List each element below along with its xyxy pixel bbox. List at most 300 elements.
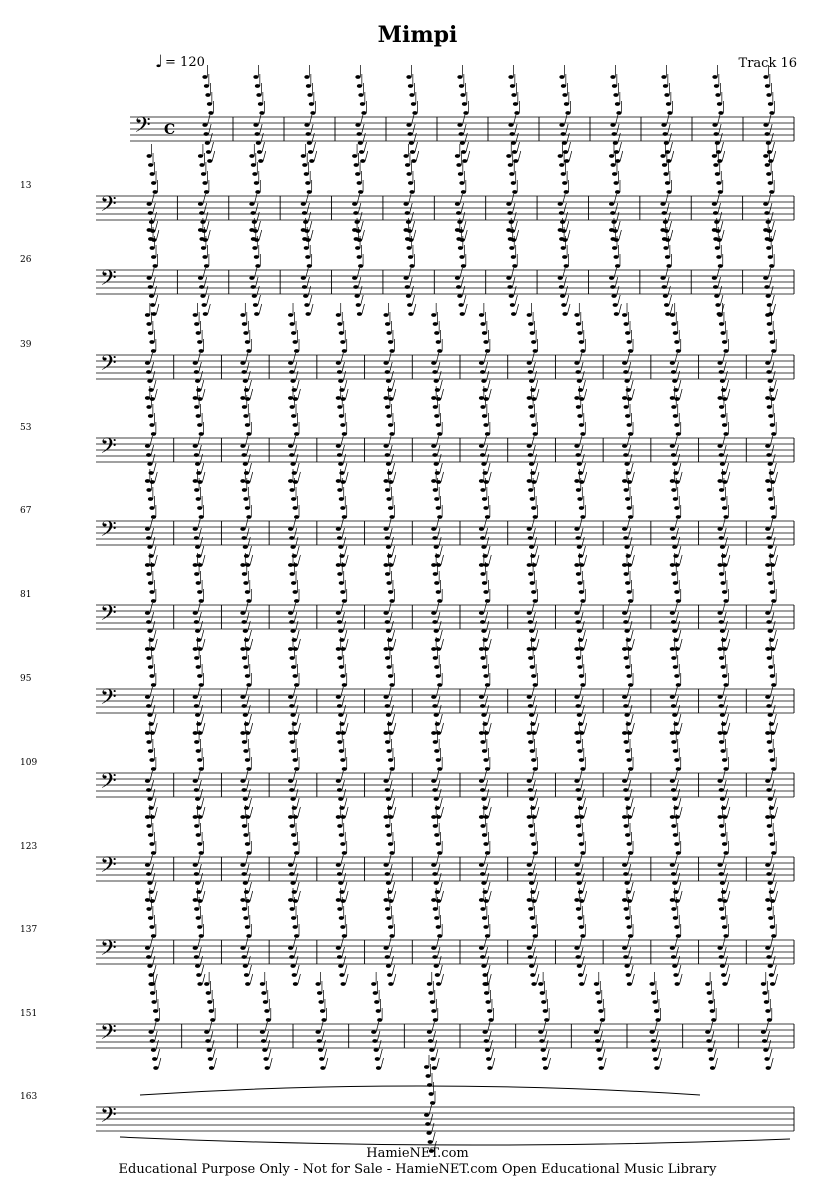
- note-head: [193, 815, 198, 819]
- note-stem: [153, 463, 156, 473]
- note-head: [288, 527, 293, 531]
- note-stem: [774, 714, 777, 724]
- note-head: [288, 695, 293, 699]
- note-head: [628, 432, 633, 436]
- note-head: [245, 506, 250, 510]
- note-head: [625, 331, 630, 335]
- note-stem: [515, 295, 518, 305]
- note-stem: [309, 221, 312, 231]
- note-stem: [727, 639, 730, 649]
- note-head: [388, 731, 393, 735]
- note-head: [612, 132, 617, 136]
- note-stem: [726, 463, 729, 473]
- note-stem: [259, 230, 262, 240]
- note-head: [341, 480, 346, 484]
- note-stem: [208, 230, 211, 240]
- note-head: [723, 851, 728, 855]
- note-head: [148, 833, 153, 837]
- note-head: [576, 620, 581, 624]
- note-head: [148, 982, 153, 986]
- note-head: [538, 982, 543, 986]
- note-head: [662, 163, 667, 167]
- note-head: [243, 545, 248, 549]
- note-stem: [569, 151, 572, 161]
- note-head: [292, 471, 297, 475]
- note-stem: [770, 855, 773, 865]
- note-head: [721, 554, 726, 558]
- note-head: [580, 934, 585, 938]
- note-head: [577, 881, 582, 885]
- note-head: [718, 190, 723, 194]
- note-head: [719, 322, 724, 326]
- note-head: [336, 361, 341, 365]
- note-stem: [727, 891, 730, 901]
- note-stem: [535, 965, 538, 975]
- note-stem: [154, 212, 157, 222]
- note-head: [609, 276, 614, 280]
- note-head: [457, 75, 462, 79]
- note-head: [386, 749, 391, 753]
- note-stem: [489, 389, 492, 399]
- note-head: [294, 599, 299, 603]
- note-head: [389, 934, 394, 938]
- note-head: [530, 749, 535, 753]
- note-head: [245, 731, 250, 735]
- note-head: [288, 444, 293, 448]
- note-head: [626, 638, 631, 642]
- note-stem: [774, 630, 777, 640]
- note-head: [290, 656, 295, 660]
- note-head: [290, 797, 295, 801]
- note-stem: [582, 956, 585, 966]
- note-head: [574, 898, 579, 902]
- note-stem: [203, 194, 206, 204]
- note-head: [193, 361, 198, 365]
- note-head: [626, 722, 631, 726]
- note-stem: [669, 133, 672, 143]
- note-stem: [213, 1049, 216, 1059]
- note-head: [670, 563, 675, 567]
- note-stem: [152, 873, 155, 883]
- note-head: [717, 396, 722, 400]
- note-head: [770, 899, 775, 903]
- note-head: [484, 1039, 489, 1043]
- note-head: [151, 255, 156, 259]
- note-head: [624, 907, 629, 911]
- note-head: [506, 276, 511, 280]
- note-head: [763, 75, 768, 79]
- note-head: [723, 934, 728, 938]
- note-head: [436, 674, 441, 678]
- note-head: [769, 264, 774, 268]
- note-head: [506, 202, 511, 206]
- note-head: [531, 982, 536, 986]
- note-head: [339, 749, 344, 753]
- note-head: [290, 488, 295, 492]
- note-head: [433, 405, 438, 409]
- note-head: [337, 788, 342, 792]
- note-head: [146, 370, 151, 374]
- note-head: [146, 453, 151, 457]
- note-head: [383, 863, 388, 867]
- note-stem: [250, 807, 253, 817]
- note-stem: [392, 714, 395, 724]
- note-head: [242, 955, 247, 959]
- note-stem: [152, 956, 155, 966]
- note-head: [533, 851, 538, 855]
- note-stem: [153, 1022, 156, 1032]
- note-head: [527, 779, 532, 783]
- note-head: [361, 111, 366, 115]
- note-head: [151, 515, 156, 519]
- note-head: [482, 471, 487, 475]
- note-stem: [202, 974, 205, 984]
- bass-clef-icon: 𝄢: [100, 1020, 117, 1050]
- note-head: [195, 964, 200, 968]
- note-head: [340, 506, 345, 510]
- note-head: [293, 590, 298, 594]
- note-head: [610, 237, 615, 241]
- note-stem: [463, 221, 466, 231]
- note-head: [243, 379, 248, 383]
- note-head: [197, 925, 202, 929]
- note-head: [148, 890, 153, 894]
- note-head: [511, 93, 516, 97]
- note-head: [770, 925, 775, 929]
- note-head: [574, 815, 579, 819]
- note-head: [341, 899, 346, 903]
- note-head: [430, 1101, 435, 1105]
- note-head: [242, 453, 247, 457]
- note-stem: [259, 304, 262, 314]
- note-stem: [535, 463, 538, 473]
- note-head: [559, 237, 564, 241]
- note-stem: [680, 639, 683, 649]
- note-head: [245, 340, 250, 344]
- note-head: [579, 815, 584, 819]
- note-stem: [297, 546, 300, 556]
- note-stem: [198, 938, 201, 948]
- note-stem: [155, 221, 158, 231]
- note-stem: [391, 537, 394, 547]
- note-head: [431, 1009, 436, 1013]
- note-head: [385, 824, 390, 828]
- note-head: [762, 991, 767, 995]
- note-head: [288, 361, 293, 365]
- note-head: [385, 572, 390, 576]
- note-head: [242, 370, 247, 374]
- note-head: [625, 749, 630, 753]
- note-head: [770, 647, 775, 651]
- note-head: [385, 488, 390, 492]
- note-head: [242, 620, 247, 624]
- note-head: [578, 388, 583, 392]
- note-head: [770, 674, 775, 678]
- note-stem: [487, 714, 490, 724]
- note-head: [255, 132, 260, 136]
- note-head: [456, 163, 461, 167]
- note-head: [665, 312, 670, 316]
- note-stem: [200, 621, 203, 631]
- note-head: [767, 824, 772, 828]
- note-head: [673, 833, 678, 837]
- note-head: [196, 471, 201, 475]
- note-stem: [344, 882, 347, 892]
- note-stem: [583, 380, 586, 390]
- note-head: [339, 665, 344, 669]
- note-stem: [773, 151, 776, 161]
- note-stem: [680, 891, 683, 901]
- note-head: [336, 527, 341, 531]
- note-head: [290, 824, 295, 828]
- note-head: [339, 833, 344, 837]
- note-head: [530, 833, 535, 837]
- note-head: [148, 211, 153, 215]
- note-stem: [486, 371, 489, 381]
- note-stem: [465, 230, 468, 240]
- note-head: [385, 322, 390, 326]
- note-head: [719, 740, 724, 744]
- note-head: [149, 294, 154, 298]
- note-head: [385, 453, 390, 457]
- note-stem: [248, 621, 251, 631]
- note-head: [388, 842, 393, 846]
- note-head: [387, 973, 392, 977]
- note-head: [352, 202, 357, 206]
- note-head: [146, 740, 151, 744]
- note-stem: [775, 389, 778, 399]
- note-head: [480, 370, 485, 374]
- footer-site: HamieNET.com: [366, 1146, 469, 1161]
- note-stem: [200, 371, 203, 381]
- note-head: [542, 1057, 547, 1061]
- note-head: [627, 899, 632, 903]
- note-stem: [675, 603, 678, 613]
- note-head: [341, 982, 346, 986]
- note-stem: [671, 151, 674, 161]
- note-head: [258, 159, 263, 163]
- note-head: [198, 154, 203, 158]
- note-head: [339, 581, 344, 585]
- note-head: [528, 907, 533, 911]
- note-head: [485, 683, 490, 687]
- note-head: [354, 294, 359, 298]
- note-head: [199, 599, 204, 603]
- note-head: [628, 349, 633, 353]
- note-head: [146, 788, 151, 792]
- note-head: [251, 237, 256, 241]
- note-head: [561, 132, 566, 136]
- note-stem: [360, 115, 363, 125]
- note-head: [561, 246, 566, 250]
- note-head: [147, 462, 152, 466]
- note-stem: [770, 687, 773, 697]
- note-stem: [152, 454, 155, 464]
- note-head: [337, 955, 342, 959]
- note-stem: [245, 687, 248, 697]
- note-head: [708, 1000, 713, 1004]
- note-head: [614, 312, 619, 316]
- note-stem: [343, 621, 346, 631]
- note-head: [304, 303, 309, 307]
- note-head: [288, 313, 293, 317]
- note-stem: [774, 965, 777, 975]
- note-stem: [722, 436, 725, 446]
- note-stem: [534, 705, 537, 715]
- note-head: [615, 190, 620, 194]
- note-stem: [261, 133, 264, 143]
- note-head: [148, 331, 153, 335]
- note-stem: [392, 463, 395, 473]
- note-stem: [262, 142, 265, 152]
- note-head: [767, 303, 772, 307]
- note-stem: [343, 371, 346, 381]
- note-head: [713, 211, 718, 215]
- note-head: [409, 141, 414, 145]
- note-stem: [415, 142, 418, 152]
- note-head: [294, 349, 299, 353]
- note-head: [208, 111, 213, 115]
- note-head: [290, 629, 295, 633]
- note-head: [259, 111, 264, 115]
- note-head: [209, 1066, 214, 1070]
- note-head: [245, 899, 250, 903]
- note-head: [199, 237, 204, 241]
- footer-notice: Educational Purpose Only - Not for Sale - HamieNET.com Open Educational Music Library: [118, 1162, 717, 1177]
- note-head: [145, 563, 150, 567]
- note-head: [558, 228, 563, 232]
- note-stem: [659, 1058, 662, 1068]
- note-stem: [393, 974, 396, 984]
- note-stem: [258, 295, 261, 305]
- note-head: [529, 881, 534, 885]
- note-head: [673, 722, 678, 726]
- note-stem: [770, 771, 773, 781]
- note-head: [410, 150, 415, 154]
- note-head: [627, 925, 632, 929]
- note-head: [675, 815, 680, 819]
- note-stem: [629, 371, 632, 381]
- note-stem: [152, 268, 155, 278]
- note-head: [622, 695, 627, 699]
- note-head: [574, 611, 579, 615]
- note-head: [265, 1066, 270, 1070]
- note-stem: [768, 1040, 771, 1050]
- note-head: [527, 815, 532, 819]
- note-head: [579, 397, 584, 401]
- note-head: [766, 1066, 771, 1070]
- note-stem: [364, 142, 367, 152]
- note-stem: [532, 687, 535, 697]
- note-head: [148, 638, 153, 642]
- note-head: [337, 620, 342, 624]
- note-head: [352, 276, 357, 280]
- note-head: [308, 150, 313, 154]
- note-stem: [298, 639, 301, 649]
- note-head: [146, 872, 151, 876]
- note-head: [388, 982, 393, 986]
- note-head: [721, 973, 726, 977]
- note-head: [305, 255, 310, 259]
- note-head: [508, 75, 513, 79]
- note-head: [320, 1009, 325, 1013]
- note-stem: [254, 268, 257, 278]
- note-head: [531, 842, 536, 846]
- note-head: [293, 423, 298, 427]
- note-head: [531, 815, 536, 819]
- note-head: [675, 397, 680, 401]
- note-head: [623, 620, 628, 624]
- note-head: [673, 331, 678, 335]
- note-stem: [772, 221, 775, 231]
- note-head: [480, 907, 485, 911]
- note-head: [610, 75, 615, 79]
- note-head: [289, 788, 294, 792]
- note-stem: [207, 295, 210, 305]
- note-head: [670, 815, 675, 819]
- note-head: [513, 102, 518, 106]
- note-head: [768, 545, 773, 549]
- note-stem: [484, 603, 487, 613]
- note-stem: [579, 436, 582, 446]
- note-head: [660, 276, 665, 280]
- note-head: [574, 731, 579, 735]
- note-head: [202, 181, 207, 185]
- note-head: [661, 75, 666, 79]
- note-head: [723, 683, 728, 687]
- note-stem: [584, 974, 587, 984]
- note-head: [769, 806, 774, 810]
- note-head: [722, 423, 727, 427]
- note-head: [769, 190, 774, 194]
- note-stem: [726, 965, 729, 975]
- note-head: [563, 150, 568, 154]
- note-head: [342, 683, 347, 687]
- note-stem: [341, 603, 344, 613]
- note-head: [193, 946, 198, 950]
- note-head: [576, 572, 581, 576]
- note-head: [577, 331, 582, 335]
- note-head: [342, 934, 347, 938]
- bass-clef-icon: 𝄢: [100, 266, 117, 296]
- note-head: [240, 946, 245, 950]
- note-head: [480, 824, 485, 828]
- note-head: [388, 899, 393, 903]
- note-stem: [532, 603, 535, 613]
- note-head: [767, 907, 772, 911]
- note-stem: [155, 723, 158, 733]
- note-head: [459, 255, 464, 259]
- note-stem: [632, 807, 635, 817]
- note-head: [665, 150, 670, 154]
- note-stem: [675, 938, 678, 948]
- note-head: [302, 285, 307, 289]
- note-head: [145, 313, 150, 317]
- note-head: [651, 1039, 656, 1043]
- note-head: [337, 370, 342, 374]
- note-stem: [152, 537, 155, 547]
- note-stem: [309, 115, 312, 125]
- note-head: [764, 1000, 769, 1004]
- note-head: [674, 423, 679, 427]
- note-stem: [564, 115, 567, 125]
- note-stem: [153, 380, 156, 390]
- note-head: [245, 815, 250, 819]
- note-head: [289, 370, 294, 374]
- note-stem: [713, 1040, 716, 1050]
- note-head: [354, 163, 359, 167]
- note-head: [719, 788, 724, 792]
